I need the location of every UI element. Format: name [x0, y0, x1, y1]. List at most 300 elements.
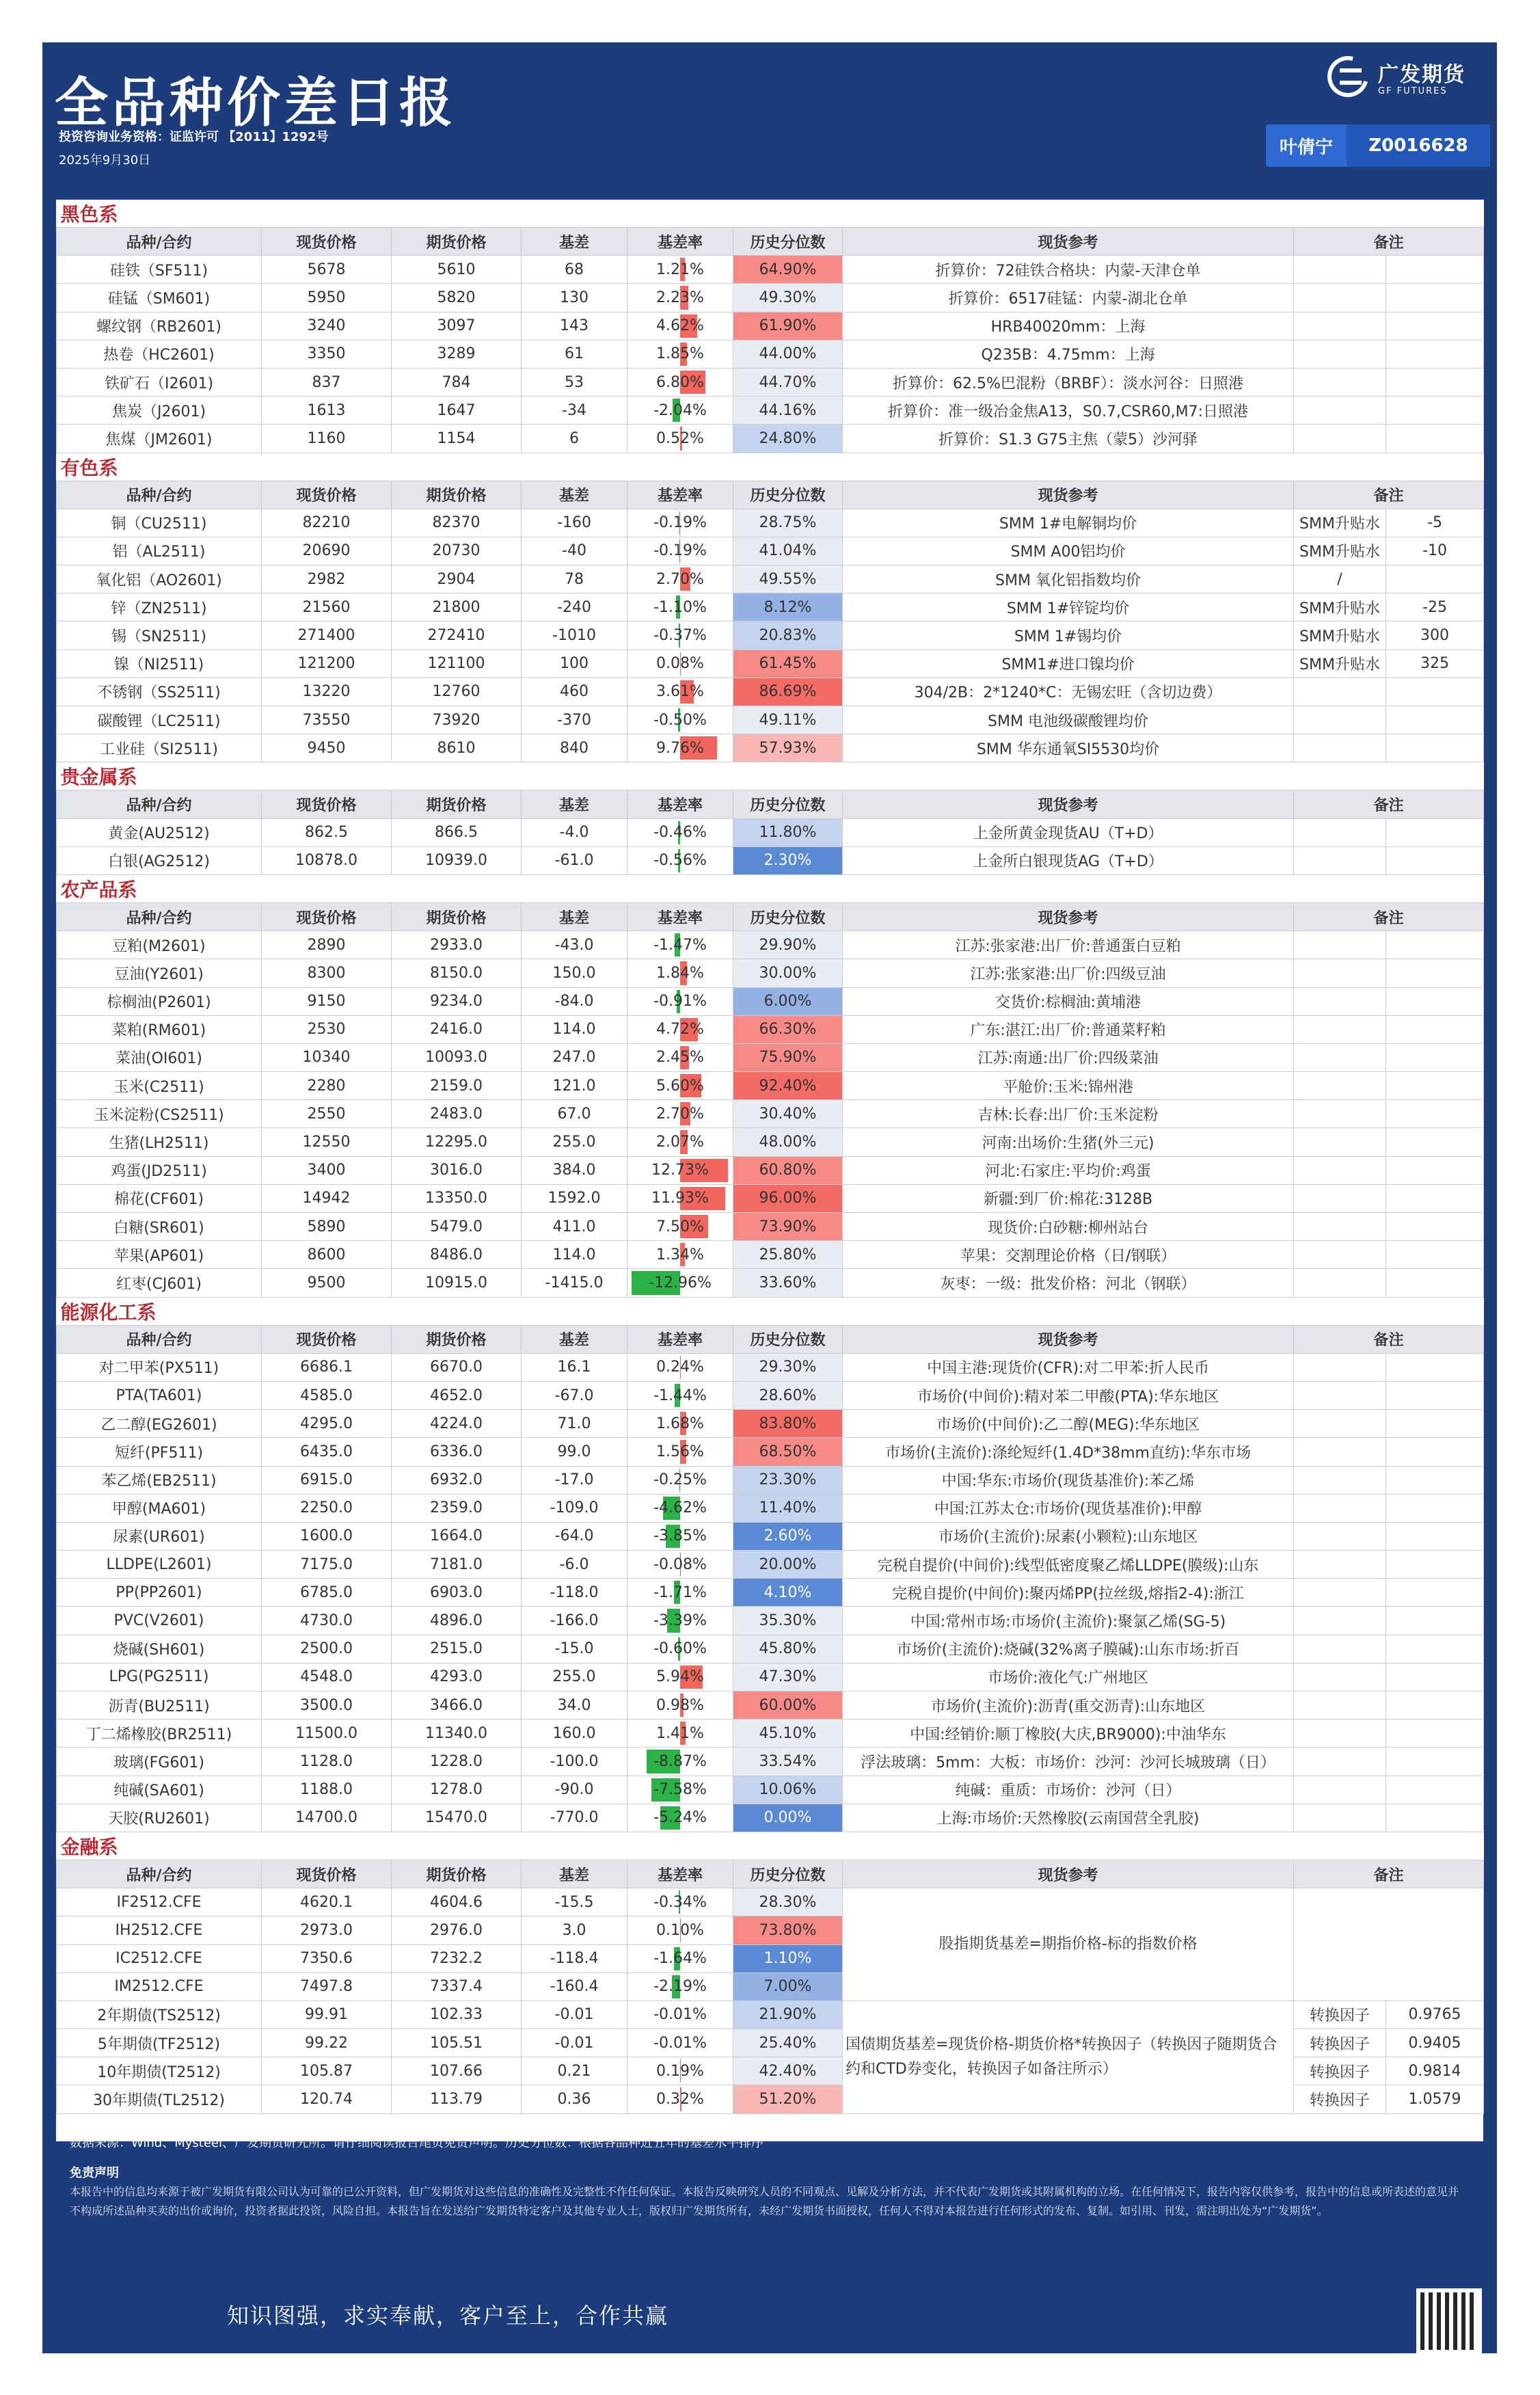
contract-name: 菜粕(RM601): [57, 1015, 262, 1043]
table-row: [57, 397, 1484, 425]
futures-price: 13350.0: [392, 1184, 522, 1212]
remark-value: [1386, 1635, 1484, 1663]
basis-rate-value: 7.50%: [656, 1218, 704, 1235]
column-header: 基差率: [627, 902, 733, 931]
remark-label: [1294, 678, 1386, 706]
history-percentile: 49.11%: [733, 706, 843, 734]
history-percentile: 75.90%: [733, 1043, 843, 1071]
column-header: 期货价格: [392, 228, 522, 256]
spot-price: 1160: [262, 425, 392, 453]
remark-value: [1386, 1269, 1484, 1297]
spot-price: 2550: [262, 1100, 392, 1128]
futures-price: 4293.0: [392, 1663, 522, 1691]
futures-price: 1647: [392, 397, 522, 425]
contract-name: 铜（CU2511): [57, 509, 262, 537]
analyst-id: Z0016628: [1347, 124, 1490, 167]
section-title: 黑色系: [57, 200, 1484, 228]
remark-value: [1386, 931, 1484, 959]
spot-price: 120.74: [262, 2085, 392, 2113]
basis-rate-value: 0.24%: [656, 1359, 704, 1376]
column-header: 历史分位数: [733, 902, 843, 931]
basis-rate-value: -5.24%: [653, 1809, 707, 1827]
spot-reference: 平舱价:玉米:锦州港: [843, 1072, 1294, 1100]
spot-reference: 河南:出场价:生猪(外三元): [843, 1128, 1294, 1156]
basis-value: -100.0: [522, 1748, 627, 1776]
remark-value: [1386, 1748, 1484, 1776]
column-header: 品种/合约: [57, 1860, 262, 1888]
history-percentile: 47.30%: [733, 1663, 843, 1691]
table-row: [57, 621, 1484, 650]
contract-name: PVC(V2601): [57, 1607, 262, 1635]
spot-reference: 市场价(主流价):烧碱(32%离子膜碱):山东市场:折百: [843, 1635, 1294, 1663]
remark-value: [1386, 1128, 1484, 1156]
basis-rate-cell: [627, 312, 733, 340]
basis-value: -370: [522, 706, 627, 734]
spot-price: 5678: [262, 256, 392, 284]
futures-price: 5820: [392, 284, 522, 312]
remark-value: [1386, 1213, 1484, 1241]
history-percentile: 30.00%: [733, 959, 843, 987]
basis-rate-value: 4.72%: [656, 1021, 704, 1039]
spot-price: 2500.0: [262, 1635, 392, 1663]
spot-reference: 中国:常州市场:市场价(主流价):聚氯乙烯(SG-5): [843, 1607, 1294, 1635]
basis-value: -17.0: [522, 1466, 627, 1494]
futures-price: 7337.4: [392, 1972, 522, 2001]
contract-name: 玻璃(FG601): [57, 1748, 262, 1776]
column-header: 期货价格: [392, 1325, 522, 1353]
table-row: [57, 1522, 1484, 1550]
spot-reference: 折算价：62.5%巴混粉（BRBF）：淡水河谷：日照港: [843, 368, 1294, 396]
history-percentile: 23.30%: [733, 1466, 843, 1494]
table-row: [57, 678, 1484, 706]
report-title: 全品种价差日报: [55, 72, 457, 134]
column-header: 备注: [1294, 902, 1484, 931]
basis-value: -90.0: [522, 1776, 627, 1804]
history-percentile: 42.40%: [733, 2057, 843, 2085]
remark-label: [1294, 1438, 1386, 1466]
futures-price: 2515.0: [392, 1635, 522, 1663]
remark-value: [1386, 959, 1484, 987]
spot-reference: 纯碱：重质：市场价：沙河（日）: [843, 1776, 1294, 1804]
history-percentile: 8.12%: [733, 593, 843, 621]
history-percentile: 57.93%: [733, 734, 843, 762]
spot-reference: 中国主港:现货价(CFR):对二甲苯:折人民币: [843, 1353, 1294, 1381]
spot-reference: SMM A00铝均价: [843, 537, 1294, 565]
basis-rate-value: 2.23%: [656, 289, 704, 306]
table-row: [57, 1438, 1484, 1466]
basis-rate-cell: [627, 1691, 733, 1720]
section-title: 农产品系: [57, 874, 1484, 902]
remark-value: [1386, 1522, 1484, 1550]
column-header: 品种/合约: [57, 1325, 262, 1353]
history-percentile: 0.00%: [733, 1804, 843, 1832]
basis-rate-value: 0.98%: [656, 1696, 704, 1714]
basis-rate-value: 9.76%: [656, 739, 704, 757]
remark-value: [1386, 1804, 1484, 1832]
basis-rate-cell: [627, 1663, 733, 1691]
history-percentile: 45.80%: [733, 1635, 843, 1663]
table-row: [57, 1072, 1484, 1100]
table-row: [57, 1804, 1484, 1832]
basis-rate-cell: [627, 1043, 733, 1071]
futures-price: 11340.0: [392, 1720, 522, 1748]
basis-value: 53: [522, 368, 627, 396]
basis-value: -84.0: [522, 987, 627, 1015]
column-header: 备注: [1294, 228, 1484, 256]
basis-rate-cell: [627, 368, 733, 396]
contract-name: 甲醇(MA601): [57, 1494, 262, 1522]
history-percentile: 48.00%: [733, 1128, 843, 1156]
contract-name: 10年期债(T2512): [57, 2057, 262, 2085]
remark-label: [1294, 1522, 1386, 1550]
basis-value: -43.0: [522, 931, 627, 959]
basis-value: 68: [522, 256, 627, 284]
basis-value: 0.36: [522, 2085, 627, 2113]
contract-name: PTA(TA601): [57, 1381, 262, 1409]
spot-reference: 304/2B：2*1240*C：无锡宏旺（含切边费）: [843, 678, 1294, 706]
futures-price: 2416.0: [392, 1015, 522, 1043]
basis-rate-cell: [627, 397, 733, 425]
remark-value: [1386, 1663, 1484, 1691]
basis-value: -6.0: [522, 1551, 627, 1579]
spot-price: 82210: [262, 509, 392, 537]
remark-value: [1386, 1015, 1484, 1043]
remark-label: /: [1294, 565, 1386, 593]
spot-reference: SMM 华东通氧SI5530均价: [843, 734, 1294, 762]
basis-rate-cell: [627, 1410, 733, 1438]
contract-name: 焦炭（J2601): [57, 397, 262, 425]
basis-value: 1592.0: [522, 1184, 627, 1212]
basis-rate-cell: [627, 1353, 733, 1381]
basis-rate-value: -3.39%: [653, 1612, 707, 1630]
spot-reference: 折算价：S1.3 G75主焦（蒙5）沙河驿: [843, 425, 1294, 453]
spot-reference: 现货价:白砂糖:柳州站台: [843, 1213, 1294, 1241]
history-percentile: 83.80%: [733, 1410, 843, 1438]
column-header: 现货参考: [843, 790, 1294, 818]
remark-value: [1386, 678, 1484, 706]
column-header-row: [57, 1325, 1484, 1353]
remark-label: [1294, 1353, 1386, 1381]
remark-value: [1386, 1072, 1484, 1100]
history-percentile: 49.55%: [733, 565, 843, 593]
spot-reference: 完税自提价(中间价):聚丙烯PP(拉丝级,熔指2-4):浙江: [843, 1579, 1294, 1607]
column-header: 期货价格: [392, 902, 522, 931]
column-header-row: [57, 1860, 1484, 1888]
spot-price: 7350.6: [262, 1944, 392, 1972]
history-percentile: 96.00%: [733, 1184, 843, 1212]
remark-value: [1386, 1720, 1484, 1748]
history-percentile: 11.40%: [733, 1494, 843, 1522]
remark-label: [1294, 284, 1386, 312]
remark-value: [1386, 284, 1484, 312]
basis-rate-cell: [627, 1466, 733, 1494]
table-row: [57, 1494, 1484, 1522]
futures-price: 866.5: [392, 818, 522, 846]
spot-reference: SMM 1#锌锭均价: [843, 593, 1294, 621]
column-header: 现货参考: [843, 1860, 1294, 1888]
basis-rate-cell: [627, 2001, 733, 2029]
column-header: 基差率: [627, 228, 733, 256]
contract-name: IH2512.CFE: [57, 1916, 262, 1944]
remark-value: [1386, 1241, 1484, 1269]
futures-price: 12760: [392, 678, 522, 706]
history-percentile: 73.80%: [733, 1916, 843, 1944]
futures-price: 7181.0: [392, 1551, 522, 1579]
contract-name: LLDPE(L2601): [57, 1551, 262, 1579]
spot-reference: SMM1#进口镍均价: [843, 650, 1294, 678]
table-row: [57, 1128, 1484, 1156]
futures-price: 1228.0: [392, 1748, 522, 1776]
history-percentile: 25.40%: [733, 2029, 843, 2057]
spot-price: 6785.0: [262, 1579, 392, 1607]
table-row: [57, 734, 1484, 762]
history-percentile: 30.40%: [733, 1100, 843, 1128]
futures-price: 21800: [392, 593, 522, 621]
remark-label: [1294, 368, 1386, 396]
basis-value: 71.0: [522, 1410, 627, 1438]
spot-reference: 市场价(中间价):乙二醇(MEG):华东地区: [843, 1410, 1294, 1438]
contract-name: 纯碱(SA601): [57, 1776, 262, 1804]
basis-rate-cell: [627, 2029, 733, 2057]
history-percentile: 73.90%: [733, 1213, 843, 1241]
history-percentile: 60.00%: [733, 1691, 843, 1720]
basis-rate-cell: [627, 1015, 733, 1043]
contract-name: 玉米淀粉(CS2511): [57, 1100, 262, 1128]
contract-name: 沥青(BU2511): [57, 1691, 262, 1720]
column-header: 期货价格: [392, 1860, 522, 1888]
remark-label: [1294, 846, 1386, 874]
spot-price: 5890: [262, 1213, 392, 1241]
spot-price: 271400: [262, 621, 392, 650]
basis-rate-value: 1.85%: [656, 345, 704, 363]
futures-price: 105.51: [392, 2029, 522, 2057]
basis-rate-cell: [627, 509, 733, 537]
table-row: [57, 959, 1484, 987]
spot-price: 4730.0: [262, 1607, 392, 1635]
basis-rate-cell: [627, 650, 733, 678]
futures-price: 1154: [392, 425, 522, 453]
basis-rate-value: -0.01%: [653, 2034, 707, 2052]
column-header-row: [57, 790, 1484, 818]
basis-rate-value: -0.08%: [653, 1555, 707, 1573]
basis-value: -15.0: [522, 1635, 627, 1663]
remark-value: [1386, 565, 1484, 593]
gf-futures-logo: [1327, 55, 1491, 107]
futures-price: 8150.0: [392, 959, 522, 987]
basis-rate-cell: [627, 1579, 733, 1607]
basis-value: -118.0: [522, 1579, 627, 1607]
basis-rate-cell: [627, 340, 733, 368]
spot-reference: Q235B：4.75mm：上海: [843, 340, 1294, 368]
remark-value: [1386, 1381, 1484, 1409]
remark-value: [1386, 1691, 1484, 1720]
column-header: 现货参考: [843, 1325, 1294, 1353]
column-header: 品种/合约: [57, 902, 262, 931]
remark-value: [1386, 1466, 1484, 1494]
basis-rate-value: -1.10%: [653, 598, 707, 616]
contract-name: 苹果(AP601): [57, 1241, 262, 1269]
spot-price: 837: [262, 368, 392, 396]
futures-price: 7232.2: [392, 1944, 522, 1972]
basis-rate-cell: [627, 987, 733, 1015]
futures-price: 2976.0: [392, 1916, 522, 1944]
remark-label: SMM升贴水: [1294, 537, 1386, 565]
basis-rate-value: 2.07%: [656, 1134, 704, 1151]
table-row: [57, 931, 1484, 959]
spot-price: 1613: [262, 397, 392, 425]
spot-price: 1188.0: [262, 1776, 392, 1804]
futures-price: 10915.0: [392, 1269, 522, 1297]
basis-rate-value: 1.41%: [656, 1724, 704, 1742]
remark-value: 300: [1386, 621, 1484, 650]
history-percentile: 20.83%: [733, 621, 843, 650]
contract-name: 镍（NI2511): [57, 650, 262, 678]
basis-rate-cell: [627, 1128, 733, 1156]
table-row: [57, 1100, 1484, 1128]
remark-label: [1294, 1579, 1386, 1607]
basis-value: -67.0: [522, 1381, 627, 1409]
contract-name: 热卷（HC2601): [57, 340, 262, 368]
spot-reference: HRB40020mm：上海: [843, 312, 1294, 340]
basis-rate-cell: [627, 959, 733, 987]
basis-rate-value: -0.46%: [653, 824, 707, 842]
contract-name: 碳酸锂（LC2511): [57, 706, 262, 734]
basis-value: 6: [522, 425, 627, 453]
table-row: [57, 1043, 1484, 1071]
section-header: [57, 762, 1484, 790]
column-header: 期货价格: [392, 481, 522, 509]
remark-value: [1386, 256, 1484, 284]
remark-label: [1294, 1804, 1386, 1832]
basis-rate-value: 2.70%: [656, 1105, 704, 1123]
remark-value: 325: [1386, 650, 1484, 678]
column-header: 基差: [522, 902, 627, 931]
spot-reference: 市场价(主流价):沥青(重交沥青):山东地区: [843, 1691, 1294, 1720]
basis-value: 100: [522, 650, 627, 678]
remark-value: -5: [1386, 509, 1484, 537]
spot-reference: 中国:经销价:顺丁橡胶(大庆,BR9000):中油华东: [843, 1720, 1294, 1748]
basis-value: -4.0: [522, 818, 627, 846]
contract-name: 豆油(Y2601): [57, 959, 262, 987]
column-header: 现货价格: [262, 228, 392, 256]
basis-rate-value: -0.34%: [653, 1893, 707, 1911]
column-header: 历史分位数: [733, 790, 843, 818]
futures-price: 102.33: [392, 2001, 522, 2029]
contract-name: 短纤(PF511): [57, 1438, 262, 1466]
basis-rate-cell: [627, 284, 733, 312]
spot-price: 14942: [262, 1184, 392, 1212]
spot-reference: 中国:江苏太仓:市场价(现货基准价):甲醇: [843, 1494, 1294, 1522]
basis-rate-value: 12.73%: [651, 1162, 709, 1179]
remark-value: [1386, 818, 1484, 846]
remark-value: [1386, 1494, 1484, 1522]
spot-price: 8300: [262, 959, 392, 987]
remark-label: [1294, 1720, 1386, 1748]
basis-rate-value: -1.64%: [653, 1950, 707, 1968]
basis-value: -0.01: [522, 2001, 627, 2029]
remark-label: [1294, 818, 1386, 846]
column-header: 历史分位数: [733, 1860, 843, 1888]
contract-name: 棉花(CF601): [57, 1184, 262, 1212]
history-percentile: 44.16%: [733, 397, 843, 425]
spot-price: 4620.1: [262, 1888, 392, 1916]
spot-reference: 灰枣：一级：批发价格：河北（钢联）: [843, 1269, 1294, 1297]
report-frame: [42, 42, 1497, 2367]
contract-name: 5年期债(TF2512): [57, 2029, 262, 2057]
disclaimer-text: 本报告中的信息均来源于被广发期货有限公司认为可靠的已公开资料，但广发期货对这些信息的准确性及完整性不作任何保证。本报告反映研究人员的不同观点、见解及分析方法，并不代表广发期货或其附属机构的立场。在任何情况下，报告内容仅供参考，报告中的信息或所表述的意见并不构成所述品种买卖的出价或询价，投资者据此投资，风险自担。本报告旨在发送给广发期货特定客户及其他专业人士，版权归广发期货所有，未经广发期货书面授权，任何人不得对本报告进行任何形式的发布、复制。如引用、刊发，需注明出处为“广发期货”。: [70, 2185, 1459, 2217]
basis-rate-value: -3.85%: [653, 1527, 707, 1545]
basis-table-panel: [56, 200, 1483, 2141]
basis-value: -240: [522, 593, 627, 621]
column-header: 基差率: [627, 1860, 733, 1888]
basis-value: 247.0: [522, 1043, 627, 1071]
basis-rate-cell: [627, 1607, 733, 1635]
history-percentile: 6.00%: [733, 987, 843, 1015]
column-header: 备注: [1294, 790, 1484, 818]
futures-price: 20730: [392, 537, 522, 565]
basis-rate-value: -8.87%: [653, 1752, 707, 1770]
basis-rate-value: 5.94%: [656, 1668, 704, 1686]
spot-reference: 折算价：6517硅锰：内蒙-湖北仓单: [843, 284, 1294, 312]
basis-rate-cell: [627, 1381, 733, 1409]
remark-label: [1294, 734, 1386, 762]
contract-name: 2年期债(TS2512): [57, 2001, 262, 2029]
futures-price: 6903.0: [392, 1579, 522, 1607]
column-header: 基差: [522, 481, 627, 509]
futures-price: 121100: [392, 650, 522, 678]
remark-label: [1294, 1635, 1386, 1663]
spot-price: 11500.0: [262, 1720, 392, 1748]
basis-rate-cell: [627, 1241, 733, 1269]
column-header: 期货价格: [392, 790, 522, 818]
basis-value: 840: [522, 734, 627, 762]
remark-label: [1294, 1776, 1386, 1804]
basis-rate-value: 2.45%: [656, 1049, 704, 1067]
column-header: 现货参考: [843, 481, 1294, 509]
spot-price: 9500: [262, 1269, 392, 1297]
logo-en: GF FUTURES: [1378, 86, 1448, 96]
table-row: [57, 340, 1484, 368]
contract-name: 铁矿石（I2601): [57, 368, 262, 396]
spot-price: 14700.0: [262, 1804, 392, 1832]
history-percentile: 4.10%: [733, 1579, 843, 1607]
basis-rate-value: 3.61%: [656, 683, 704, 701]
column-header: 历史分位数: [733, 228, 843, 256]
basis-value: 67.0: [522, 1100, 627, 1128]
remark-label: [1294, 1691, 1386, 1720]
column-header-row: [57, 902, 1484, 931]
logo-cn: 广发期货: [1378, 63, 1465, 87]
table-row: [57, 1691, 1484, 1720]
basis-rate-cell: [627, 2085, 733, 2113]
history-percentile: 29.90%: [733, 931, 843, 959]
spot-reference: 市场价(中间价):精对苯二甲酸(PTA):华东地区: [843, 1381, 1294, 1409]
remark-label: [1294, 706, 1386, 734]
basis-value: -0.01: [522, 2029, 627, 2057]
column-header: 基差: [522, 790, 627, 818]
history-percentile: 60.80%: [733, 1156, 843, 1184]
spot-reference: 浮法玻璃：5mm：大板：市场价：沙河：沙河长城玻璃（日）: [843, 1748, 1294, 1776]
basis-rate-value: -0.25%: [653, 1471, 707, 1489]
spot-reference: 江苏:张家港:出厂价:普通蛋白豆粕: [843, 931, 1294, 959]
basis-value: -109.0: [522, 1494, 627, 1522]
basis-value: -1415.0: [522, 1269, 627, 1297]
futures-price: 2159.0: [392, 1072, 522, 1100]
remark-value: [1386, 1043, 1484, 1071]
spot-reference: 河北:石家庄:平均价:鸡蛋: [843, 1156, 1294, 1184]
spot-price: 6686.1: [262, 1353, 392, 1381]
basis-rate-value: 2.70%: [656, 570, 704, 588]
